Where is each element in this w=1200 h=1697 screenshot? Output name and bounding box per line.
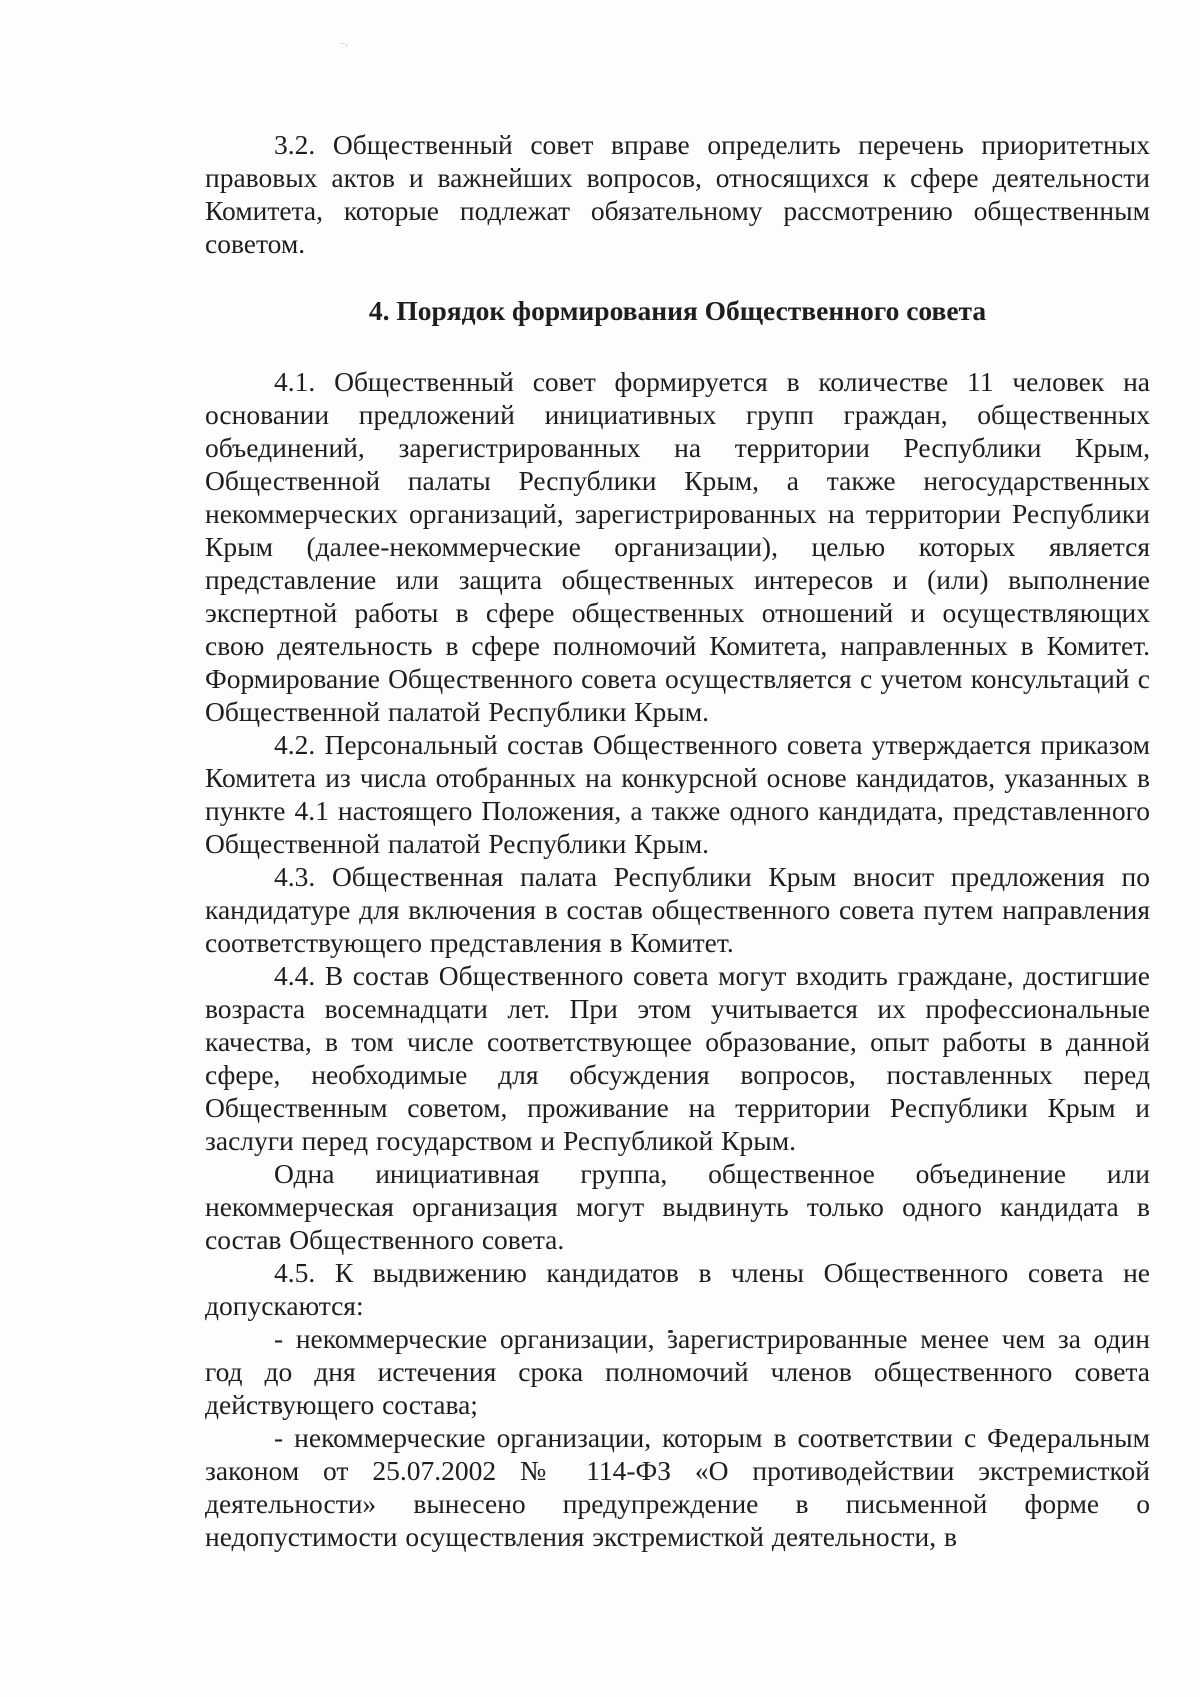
paragraph-4-5: 4.5. К выдвижению кандидатов в члены Общественного совета не допускаются: xyxy=(205,1257,1150,1321)
section-heading-4: 4. Порядок формирования Общественного совета xyxy=(368,295,987,326)
list-item-4-5-b: - некоммерческие организации, которым в соответствии с Федеральным законом от 25.07.2002 № 114-ФЗ «О противодействии экстремисткой деятельности» вынесено предупреждение в письменной форме о недопустимости осуществления экстремисткой деятельности, в xyxy=(205,1422,1150,1552)
paragraph-4-2: 4.2. Персональный состав Общественного совета утверждается приказом Комитета из числа отобранных на конкурсной основе кандидатов, указанных в пункте 4.1 настоящего Положения, а также одного кандидата, представленного Общественной палатой Республики Крым. xyxy=(205,729,1150,859)
scan-artifact: ⁻˒ xyxy=(340,41,349,52)
paragraph-4-3: 4.3. Общественная палата Республики Крым вносит предложения по кандидатуре для включения в состав общественного совета путем направления соответствующего представления в Комитет. xyxy=(205,861,1150,958)
document-body xyxy=(205,128,1150,1553)
paragraph-4-4: 4.4. В состав Общественного совета могут входить граждане, достигшие возраста восемнадцати лет. При этом учитывается их профессиональные качества, в том числе соответствующее образование, опыт работы в данной сфере, необходимые для обсуждения вопросов, поставленных перед Общественным советом, проживание на территории Республики Крым и заслуги перед государством и Республикой Крым. xyxy=(205,960,1150,1156)
list-item-4-5-a: - некоммерческие организации, зарегистрированные менее чем за один год до дня истечения срока полномочий членов общественного совета действующего состава; xyxy=(205,1323,1150,1420)
paragraph-4-4-continued: Одна инициативная группа, общественное объединение или некоммерческая организация могут выдвинуть только одного кандидата в состав Общественного совета. xyxy=(205,1158,1150,1255)
paragraph-3-2: 3.2. Общественный совет вправе определить перечень приоритетных правовых актов и важнейших вопросов, относящихся к сфере деятельности Комитета, которые подлежат обязательному рассмотрению общественным советом. xyxy=(205,129,1150,259)
paragraph-4-1: 4.1. Общественный совет формируется в количестве 11 человек на основании предложений инициативных групп граждан, общественных объединений, зарегистрированных на территории Республики Крым, Общественной палаты Республики Крым, а также негосударственных некоммерческих организаций, зарегистрированных на территории Республики Крым (далее-некоммерческие организации), целью которых является представление или защита общественных интересов и (или) выполнение экспертной работы в сфере общественных отношений и осуществляющих свою деятельность в сфере полномочий Комитета, направленных в Комитет. Формирование Общественного совета осуществляется с учетом консультаций с Общественной палатой Республики Крым. xyxy=(205,366,1150,727)
